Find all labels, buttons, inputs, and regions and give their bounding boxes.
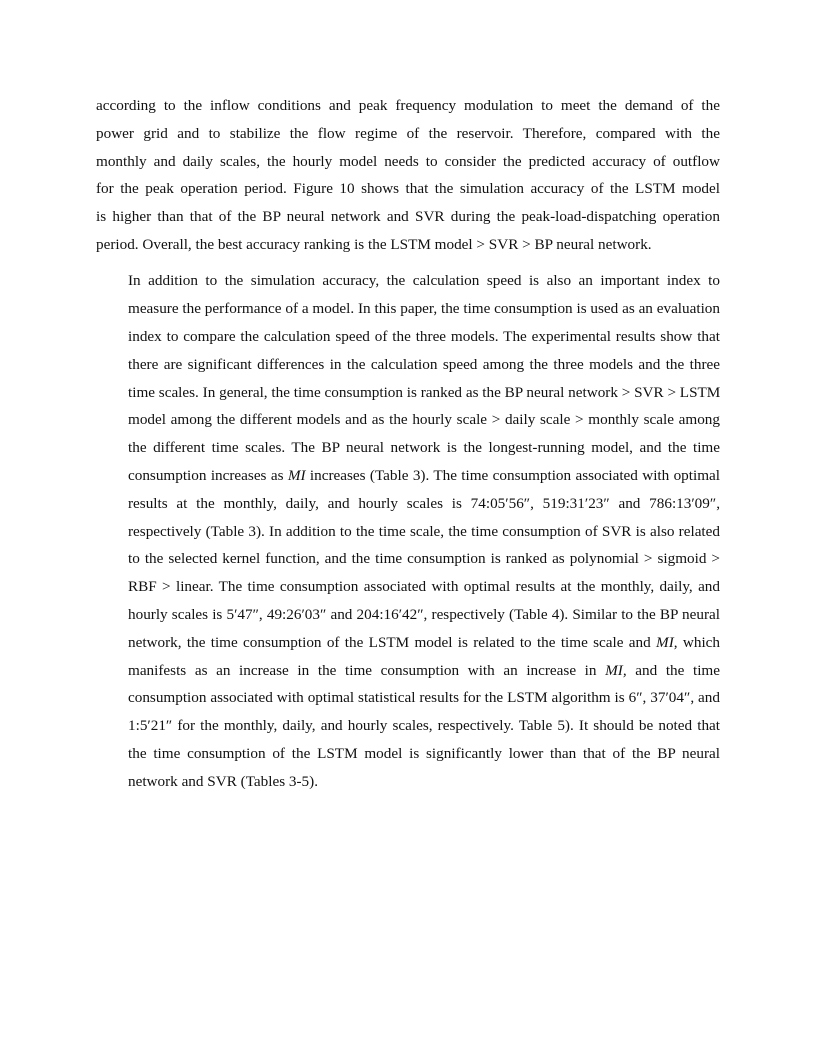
- text-run: according to the inflow conditions and peak frequency modulation to meet the demand of the: [96, 97, 720, 114]
- text-line: [96, 148, 720, 176]
- text-line: [96, 267, 720, 295]
- text-run: , which: [673, 633, 720, 651]
- text-run: network, the time consumption of the LSTM model is related to the time scale and: [128, 633, 657, 651]
- text-run: consumption associated with optimal statistical results for the LSTM algorithm is 6″, 37′04″, and: [128, 689, 720, 707]
- paragraph: [96, 92, 720, 259]
- text-line: [96, 203, 720, 231]
- text-run: increases (Table 3). The time consumption associated with optimal: [305, 466, 720, 484]
- text-line: [96, 175, 720, 203]
- text-line: [96, 379, 720, 407]
- text-run: In addition to the simulation accuracy, the calculation speed is also an important index to: [128, 272, 720, 290]
- text-run: index to compare the calculation speed of the three models. The experimental results show that: [128, 327, 720, 345]
- text-line: [96, 573, 720, 601]
- text-line: [96, 295, 720, 323]
- text-line: [96, 740, 720, 768]
- text-line: [96, 406, 720, 434]
- text-run: is higher than that of the BP neural network and SVR during the peak-load-dispatching operation: [96, 208, 720, 226]
- text-run: to the selected kernel function, and the time consumption is ranked as polynomial > sigmoid >: [128, 550, 720, 568]
- text-run: manifests as an increase in the time consumption with an increase in: [128, 661, 606, 679]
- text-line: [96, 712, 720, 740]
- paragraph: [96, 267, 720, 795]
- text-line: [96, 351, 720, 379]
- text-line: [96, 601, 720, 629]
- text-run: power grid and to stabilize the flow regime of the reservoir. Therefore, compared with the: [96, 124, 720, 142]
- text-run: respectively (Table 3). In addition to the time scale, the time consumption of SVR is also related: [128, 522, 720, 540]
- text-line: [96, 545, 720, 573]
- body-text: [96, 92, 720, 796]
- text-run: consumption increases as: [128, 466, 288, 484]
- italic-term: MI: [656, 633, 674, 651]
- text-line: [96, 490, 720, 518]
- text-line: [96, 518, 720, 546]
- text-line: [96, 434, 720, 462]
- text-run: the different time scales. The BP neural network is the longest-running model, and the time: [128, 439, 720, 457]
- text-run: RBF > linear. The time consumption associated with optimal results at the monthly, daily, and: [128, 578, 720, 596]
- text-run: hourly scales is 5′47″, 49:26′03″ and 204:16′42″, respectively (Table 4). Similar to the BP neural: [128, 605, 720, 623]
- text-line: [96, 92, 720, 120]
- text-line: [96, 120, 720, 148]
- text-line: [96, 768, 720, 796]
- text-run: 1:5′21″ for the monthly, daily, and hourly scales, respectively. Table 5). It should be noted that: [128, 717, 720, 735]
- text-line: [96, 231, 720, 259]
- text-run: and the time: [626, 661, 720, 679]
- text-run: measure the performance of a model. In this paper, the time consumption is used as an evaluation: [128, 300, 720, 318]
- text-line: [96, 684, 720, 712]
- text-run: the time consumption of the LSTM model is significantly lower than that of the BP neural: [128, 744, 720, 762]
- text-run: monthly and daily scales, the hourly model needs to consider the predicted accuracy of outflow: [96, 152, 720, 170]
- text-run: period. Overall, the best accuracy ranking is the LSTM model > SVR > BP neural network.: [96, 235, 652, 253]
- text-run: model among the different models and as the hourly scale > daily scale > monthly scale among: [128, 411, 720, 429]
- text-run: there are significant differences in the calculation speed among the three models and the three: [128, 355, 720, 373]
- text-line: [96, 629, 720, 657]
- italic-term: MI: [287, 466, 306, 484]
- text-run: for the peak operation period. Figure 10 shows that the simulation accuracy of the LSTM model: [96, 180, 720, 198]
- italic-term: MI,: [605, 661, 627, 679]
- text-run: network and SVR (Tables 3-5).: [128, 772, 319, 790]
- text-line: [96, 323, 720, 351]
- text-line: [96, 657, 720, 685]
- text-line: [96, 462, 720, 490]
- text-run: time scales. In general, the time consumption is ranked as the BP neural network > SVR > LSTM: [128, 383, 721, 401]
- text-run: results at the monthly, daily, and hourly scales is 74:05′56″, 519:31′23″ and 786:13′09″,: [128, 494, 720, 512]
